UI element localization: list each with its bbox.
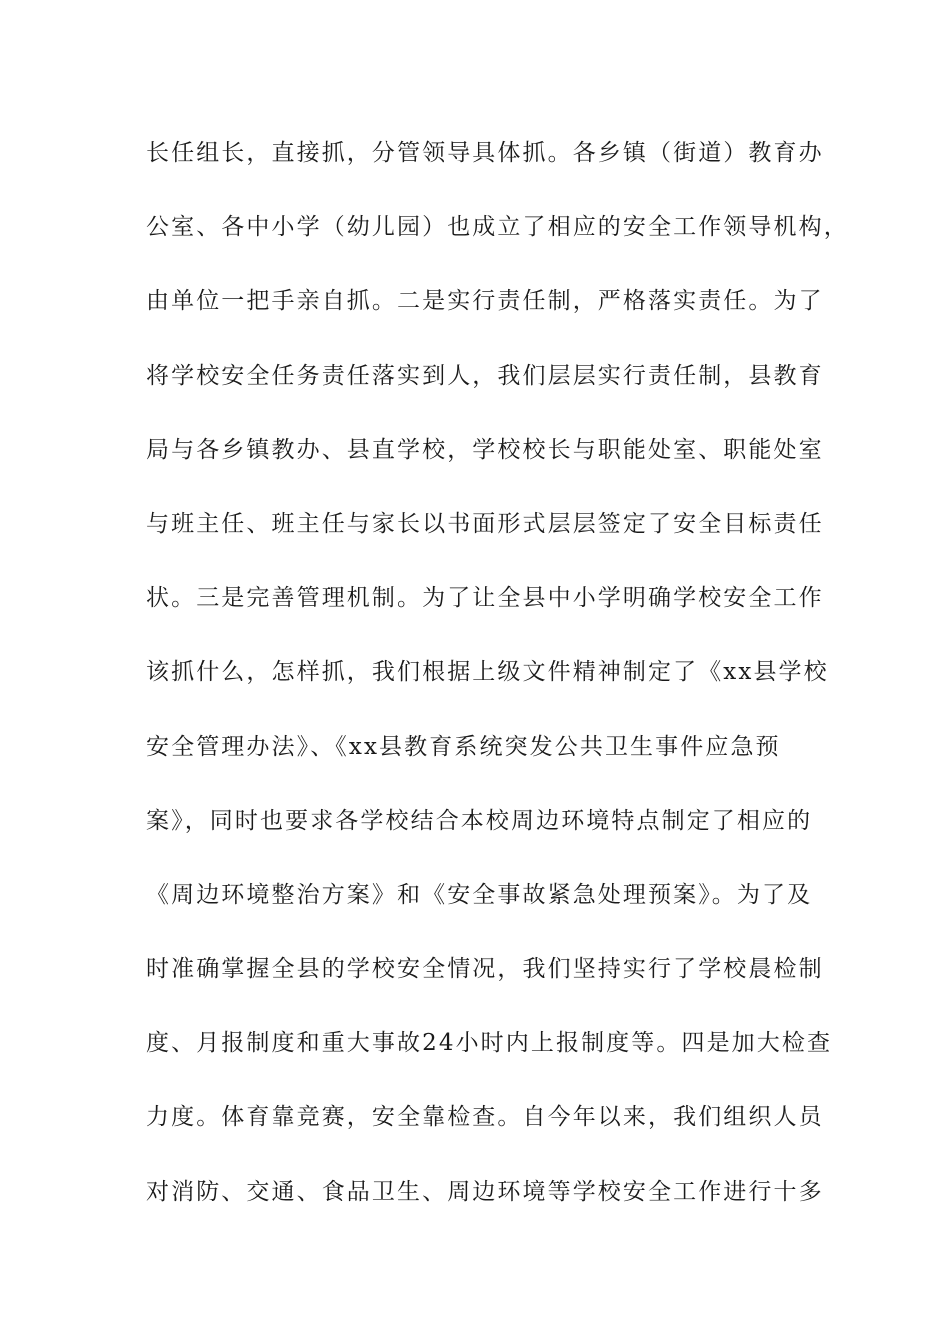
text-line-5: 局与各乡镇教办、县直学校，学校校长与职能处室、职能处室 xyxy=(146,436,824,463)
text-line-8: 该抓什么，怎样抓，我们根据上级文件精神制定了《xx县学校 xyxy=(146,659,829,686)
text-line-3: 由单位一把手亲自抓。二是实行责任制，严格落实责任。为了 xyxy=(146,288,824,315)
text-line-4: 将学校安全任务责任落实到人，我们层层实行责任制，县教育 xyxy=(146,362,824,389)
text-line-1: 长任组长，直接抓，分管领导具体抓。各乡镇（街道）教育办 xyxy=(146,140,824,166)
text-line-7: 状。三是完善管理机制。为了让全县中小学明确学校安全工作 xyxy=(146,585,824,612)
body-text xyxy=(146,131,849,1244)
text-line-12: 时准确掌握全县的学校安全情况，我们坚持实行了学校晨检制 xyxy=(146,956,824,983)
text-line-15: 对消防、交通、食品卫生、周边环境等学校安全工作进行十多 xyxy=(146,1178,824,1205)
text-line-11: 《周边环境整治方案》和《安全事故紧急处理预案》。为了及 xyxy=(146,881,813,908)
text-line-2: 公室、各中小学（幼儿园）也成立了相应的安全工作领导机构， xyxy=(146,214,849,241)
text-line-10: 案》，同时也要求各学校结合本校周边环境特点制定了相应的 xyxy=(146,807,813,834)
text-line-14: 力度。体育靠竞赛，安全靠检查。自今年以来，我们组织人员 xyxy=(146,1104,824,1131)
text-line-13: 度、月报制度和重大事故24小时内上报制度等。四是加大检查 xyxy=(146,1030,833,1057)
text-line-6: 与班主任、班主任与家长以书面形式层层签定了安全目标责任 xyxy=(146,510,824,537)
text-line-9: 安全管理办法》、《xx县教育系统突发公共卫生事件应急预 xyxy=(146,733,781,760)
